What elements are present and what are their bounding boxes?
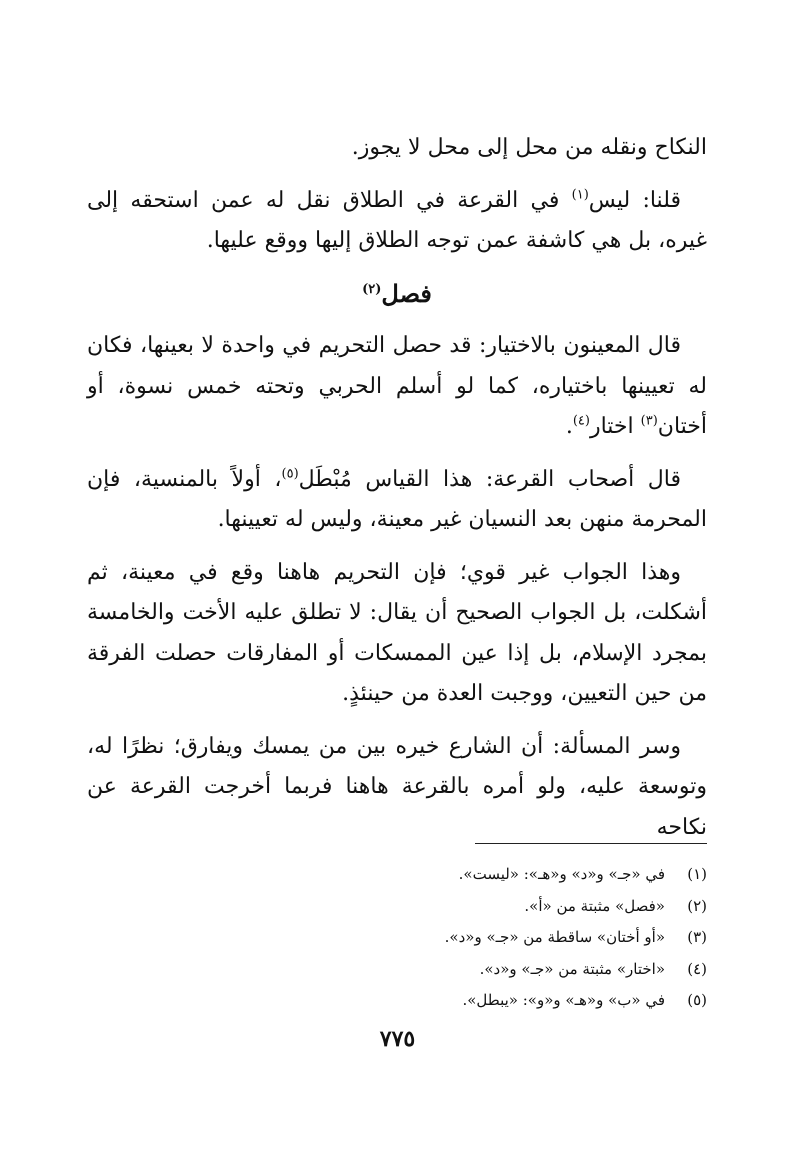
paragraph-3-text-a: قال المعينون بالاختيار: قد حصل التحريم في واحدة لا بعينها، فكان له تعيينها باختياره، كما لو أسلم الحربي وتحته خمس نسوة، أو أختان [87,333,707,439]
footnote-text: «فصل» مثبتة من «أ». [524,896,665,915]
paragraph-3-text-c: . [565,414,573,439]
footnote-number: (٢) [687,896,707,915]
footnote-number: (١) [687,865,707,883]
section-heading [87,274,707,315]
footnote-2 [107,891,707,923]
paragraph-6-text: وسر المسألة: أن الشارع خيره بين من يمسك ويفارق؛ نظرًا له، وتوسعة عليه، ولو أمره بالقرعة هاهنا فربما أخرجت القرعة عن نكاحه [87,733,707,840]
footnote-3 [107,922,707,954]
paragraph-3 [87,326,707,448]
paragraph-4 [87,460,707,541]
main-text [87,128,707,860]
footnote-4 [107,954,707,986]
paragraph-4-text-a: قال أصحاب القرعة: هذا القياس مُبْطَل [298,466,682,492]
paragraph-6 [87,727,707,849]
paragraph-3-text-b: اختار [589,414,641,439]
paragraph-5-text: وهذا الجواب غير قوي؛ فإن التحريم هاهنا وقع في معينة، ثم أشكلت، بل الجواب الصحيح أن يقال: لا تطلق عليه الأخت والخامسة بمجرد الإسلام، بل إذا عين الممسكات أو المفارقات حصلت الفرقة من حين التعيين، ووجبت العدة من حينئذٍ. [87,559,707,706]
footnotes [107,859,707,1017]
footnote-ref-3[interactable]: (٣) [640,413,658,429]
paragraph-2-text-a: قلنا: ليس [588,187,681,213]
footnote-text: في «جـ» و«د» و«هـ»: «ليست». [458,865,665,883]
footnote-number: (٤) [687,959,707,978]
paragraph-1-text: النكاح ونقله من محل إلى محل لا يجوز. [351,135,707,160]
footnote-ref-1[interactable]: (١) [571,187,589,203]
paragraph-2 [87,181,707,262]
paragraph-2-text-b: في القرعة في الطلاق نقل له عمن استحقه إلى غيره، بل هي كاشفة عمن توجه الطلاق إليها ووقع عليها. [87,187,707,253]
paragraph-1 [87,128,707,169]
footnote-ref-5[interactable]: (٥) [281,466,299,482]
paragraph-5 [87,553,707,715]
footnote-1 [107,859,707,891]
footnote-text: «أو أختان» ساقطة من «جـ» و«د». [444,928,665,946]
footnote-ref-4[interactable]: (٤) [572,413,590,429]
footnote-5 [107,985,707,1017]
paragraph-4-text-b: ، أولاً بالمنسية، فإن المحرمة منهن بعد النسيان غير معينة، وليس له تعيينها. [87,466,707,532]
footnote-ref-2[interactable]: (٢) [362,281,382,297]
footnote-text: «اختار» مثبتة من «جـ» و«د». [479,959,665,978]
page-number: ٧٧٥ [379,1026,416,1052]
footnote-number: (٥) [687,991,707,1009]
footnote-text: في «ب» و«هـ» و«و»: «يبطل». [462,991,665,1009]
footnote-number: (٣) [687,928,707,946]
footnote-separator [475,843,707,844]
section-heading-text: فصل [381,278,432,308]
